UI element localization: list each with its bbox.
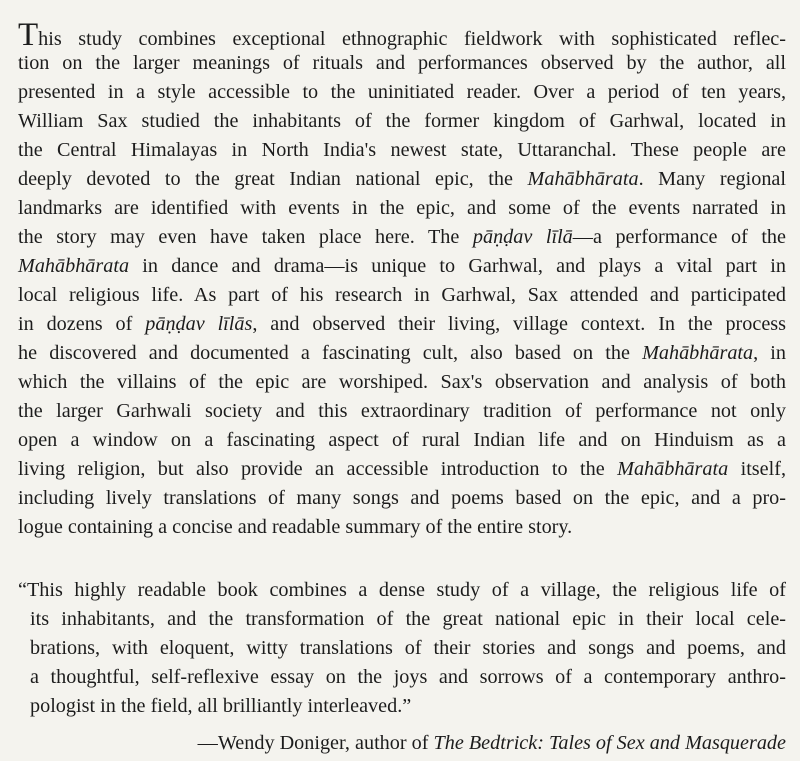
description-line — [18, 425, 786, 455]
text-segment: tion on the larger meanings of rituals and performances observed by the author, all — [18, 52, 786, 74]
description-line — [18, 280, 786, 310]
description-line — [18, 17, 786, 53]
text-segment: . Many regional — [638, 168, 786, 190]
description-line — [18, 483, 786, 513]
quote-line: “This highly readable book combines a dense study of a village, the religious life of — [18, 579, 786, 601]
text-segment: living religion, but also provide an accessible introduction to the — [18, 458, 618, 480]
description-line — [18, 222, 786, 252]
italic-term: Mahābhārata — [527, 168, 639, 190]
italic-term: pāṇḍav līlā — [472, 226, 573, 248]
text-segment: his study combines exceptional ethnographic fieldwork with sophisticated reflec- — [38, 28, 786, 50]
quote-line: brations, with eloquent, witty translations of their stories and songs and poems, and — [30, 637, 786, 659]
description-line — [18, 193, 786, 223]
text-segment: , in — [753, 342, 787, 364]
description-line — [18, 454, 786, 484]
italic-term: Mahābhārata — [642, 342, 754, 364]
text-segment: logue containing a concise and readable summary of the entire story. — [18, 516, 573, 538]
text-segment: in dozens of — [18, 313, 146, 335]
text-segment: William Sax studied the inhabitants of the former kingdom of Garhwal, located in — [18, 110, 786, 132]
description-line — [18, 512, 786, 542]
text-segment: the Central Himalayas in North India's newest state, Uttaranchal. These people are — [18, 139, 786, 161]
italic-term: Mahābhārata — [617, 458, 729, 480]
text-segment: landmarks are identified with events in the epic, and some of the events narrated in — [18, 197, 786, 219]
quote-line: pologist in the field, all brilliantly interleaved.” — [30, 695, 412, 717]
text-segment: , and observed their living, village context. In the process — [252, 313, 787, 335]
quote-attribution — [198, 728, 786, 758]
text-segment: presented in a style accessible to the uninitiated reader. Over a period of ten years, — [18, 81, 786, 103]
description-line — [18, 396, 786, 426]
text-segment: the story may even have taken place here. The — [18, 226, 473, 248]
text-segment: local religious life. As part of his research in Garhwal, Sax attended and participated — [18, 284, 786, 306]
description-line — [18, 309, 786, 339]
description-line — [18, 135, 786, 165]
attribution-author: —Wendy Doniger, author of — [197, 732, 434, 754]
text-segment: deeply devoted to the great Indian national epic, the — [18, 168, 528, 190]
description-line — [18, 164, 786, 194]
text-segment: in dance and drama—is unique to Garhwal, and plays a vital part in — [129, 255, 786, 277]
quote-line: a thoughtful, self-reflexive essay on the joys and sorrows of a contemporary anthro- — [30, 666, 786, 688]
quote-line: its inhabitants, and the transformation of the great national epic in their local cele- — [30, 608, 786, 630]
text-segment: the larger Garhwali society and this extraordinary tradition of performance not only — [18, 400, 786, 422]
text-segment: which the villains of the epic are worshiped. Sax's observation and analysis of both — [18, 371, 786, 393]
italic-term: Mahābhārata — [18, 255, 130, 277]
text-segment: he discovered and documented a fascinating cult, also based on the — [18, 342, 643, 364]
description-line — [18, 251, 786, 281]
italic-term: pāṇḍav līlās — [145, 313, 253, 335]
text-segment: itself, — [728, 458, 786, 480]
drop-cap: T — [18, 17, 39, 53]
description-line — [18, 367, 786, 397]
description-line — [18, 48, 786, 78]
attribution-book-title: The Bedtrick: Tales of Sex and Masquerade — [433, 732, 786, 754]
text-segment: —a performance of the — [572, 226, 786, 248]
text-segment: including lively translations of many songs and poems based on the epic, and a pro- — [18, 487, 786, 509]
description-line — [18, 338, 786, 368]
text-segment: open a window on a fascinating aspect of rural Indian life and on Hinduism as a — [18, 429, 786, 451]
description-line — [18, 77, 786, 107]
description-line — [18, 106, 786, 136]
